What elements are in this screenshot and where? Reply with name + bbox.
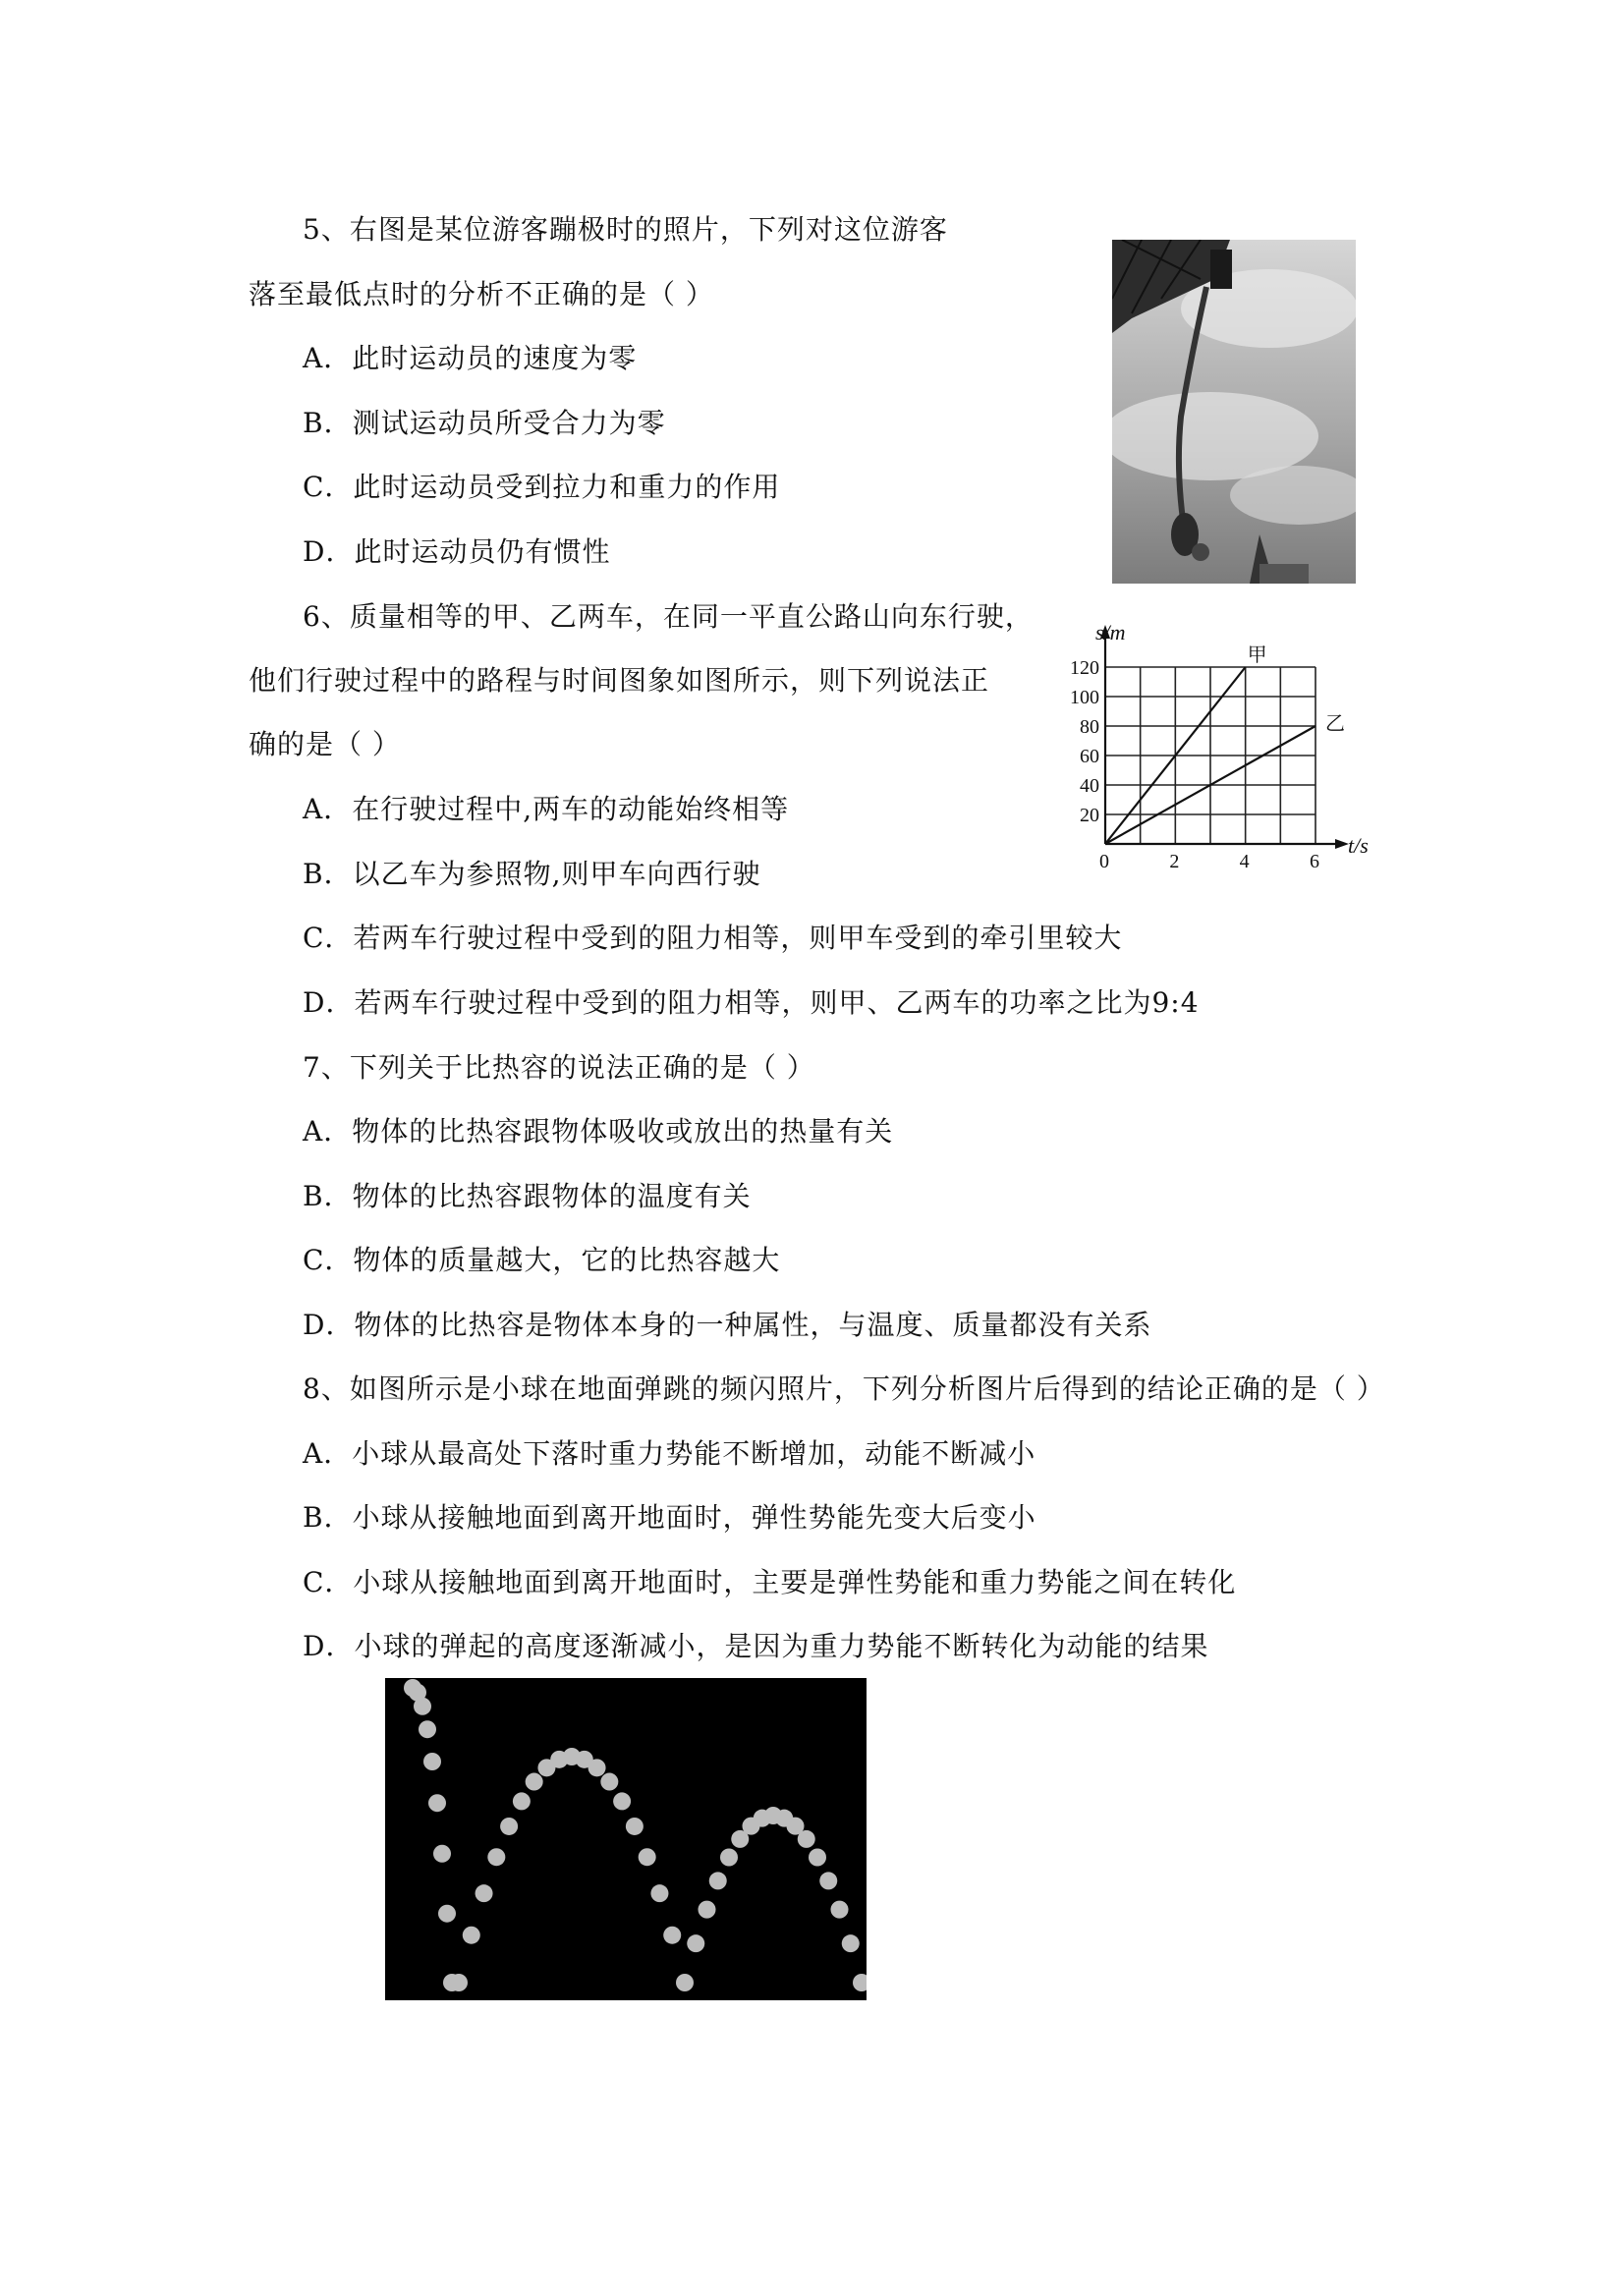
ball-image — [513, 1792, 531, 1810]
ball-image — [419, 1720, 436, 1738]
bouncing-ball-strobe-photo — [385, 1678, 867, 2000]
ball-image — [450, 1974, 468, 1991]
ball-image — [831, 1901, 849, 1919]
ball-image — [663, 1927, 681, 1944]
ball-image — [438, 1905, 456, 1923]
y-tick-label: 100 — [1070, 687, 1099, 708]
ball-image — [423, 1753, 441, 1770]
ball-image — [487, 1848, 505, 1866]
q6-stem-line-2: 他们行驶过程中的路程与时间图象如图所示，则下列说法正 — [249, 664, 990, 697]
q6-option-a: A．在行驶过程中,两车的动能始终相等 — [303, 793, 790, 825]
y-tick-label: 60 — [1080, 746, 1099, 767]
q6-option-b: B．以乙车为参照物,则甲车向西行驶 — [303, 858, 761, 890]
x-tick-label: 2 — [1169, 851, 1180, 872]
q8-option-b: B．小球从接触地面到离开地面时，弹性势能先变大后变小 — [303, 1501, 1036, 1534]
ball-image — [853, 1974, 867, 1991]
q7-option-c: C．物体的质量越大，它的比热容越大 — [303, 1244, 781, 1276]
x-tick-label: 4 — [1239, 851, 1250, 872]
ball-image — [600, 1773, 618, 1791]
ball-image — [463, 1927, 480, 1944]
ball-image — [639, 1848, 656, 1866]
y-tick-label: 80 — [1080, 716, 1099, 738]
q7-option-d: D．物体的比热容是物体本身的一种属性，与温度、质量都没有关系 — [303, 1309, 1152, 1341]
ball-image — [699, 1901, 716, 1919]
x-axis-label: t/s — [1348, 833, 1369, 858]
ball-image — [809, 1849, 826, 1867]
ball-image — [626, 1818, 644, 1835]
ball-image — [433, 1845, 451, 1863]
ball-image — [500, 1818, 518, 1835]
x-axis-arrow — [1335, 839, 1349, 849]
q5-option-c: C．此时运动员受到拉力和重力的作用 — [303, 471, 781, 503]
q6-stem-line-1: 6、质量相等的甲、乙两车，在同一平直公路山向东行驶， — [303, 600, 1034, 633]
q6-option-c: C．若两车行驶过程中受到的阻力相等，则甲车受到的牵引里较大 — [303, 922, 1123, 954]
q5-option-d: D．此时运动员仍有惯性 — [303, 535, 611, 568]
ball-image — [650, 1884, 668, 1902]
q5-stem-line-2: 落至最低点时的分析不正确的是（ ） — [249, 278, 714, 310]
bungee-jump-photo — [1112, 240, 1356, 584]
y-tick-label: 40 — [1080, 775, 1099, 797]
y-tick-label: 20 — [1080, 805, 1099, 826]
q8-option-d: D．小球的弹起的高度逐渐减小，是因为重力势能不断转化为动能的结果 — [303, 1630, 1209, 1662]
q8-stem: 8、如图所示是小球在地面弹跳的频闪照片，下列分析图片后得到的结论正确的是（ ） — [303, 1372, 1385, 1405]
ball-image — [720, 1849, 738, 1867]
q5-option-b: B．测试运动员所受合力为零 — [303, 407, 666, 439]
q8-option-a: A．小球从最高处下落时重力势能不断增加，动能不断减小 — [303, 1437, 1036, 1470]
ball-image — [526, 1773, 543, 1791]
y-axis-label: s/m — [1095, 620, 1126, 644]
series-label-0: 甲 — [1247, 644, 1267, 666]
q7-option-a: A．物体的比热容跟物体吸收或放出的热量有关 — [303, 1115, 894, 1148]
ball-image — [613, 1792, 631, 1810]
ball-image — [414, 1698, 431, 1715]
ball-image — [709, 1872, 727, 1889]
q7-option-b: B．物体的比热容跟物体的温度有关 — [303, 1180, 752, 1212]
chart-grid — [1105, 667, 1315, 844]
q5-stem-line-1: 5、右图是某位游客蹦极时的照片，下列对这位游客 — [303, 213, 948, 246]
ball-image — [676, 1974, 694, 1991]
q7-stem: 7、下列关于比热容的说法正确的是（ ） — [303, 1051, 815, 1084]
distance-time-chart — [1056, 617, 1390, 874]
series-label-1: 乙 — [1325, 713, 1345, 735]
ball-image — [428, 1794, 446, 1812]
ball-image — [819, 1872, 837, 1889]
ball-image — [588, 1759, 606, 1776]
q5-option-a: A．此时运动员的速度为零 — [303, 342, 638, 374]
q8-option-c: C．小球从接触地面到离开地面时，主要是弹性势能和重力势能之间在转化 — [303, 1566, 1237, 1598]
x-tick-label: 6 — [1310, 851, 1319, 872]
ball-image — [687, 1934, 704, 1952]
y-tick-label: 120 — [1070, 657, 1099, 679]
ball-image — [798, 1830, 815, 1848]
q6-stem-line-3: 确的是（ ） — [249, 728, 401, 760]
ball-image — [476, 1884, 493, 1902]
q6-option-d: D．若两车行驶过程中受到的阻力相等，则甲、乙两车的功率之比为9:4 — [303, 986, 1200, 1019]
x-tick-label: 0 — [1099, 851, 1109, 872]
ball-image — [842, 1934, 860, 1952]
